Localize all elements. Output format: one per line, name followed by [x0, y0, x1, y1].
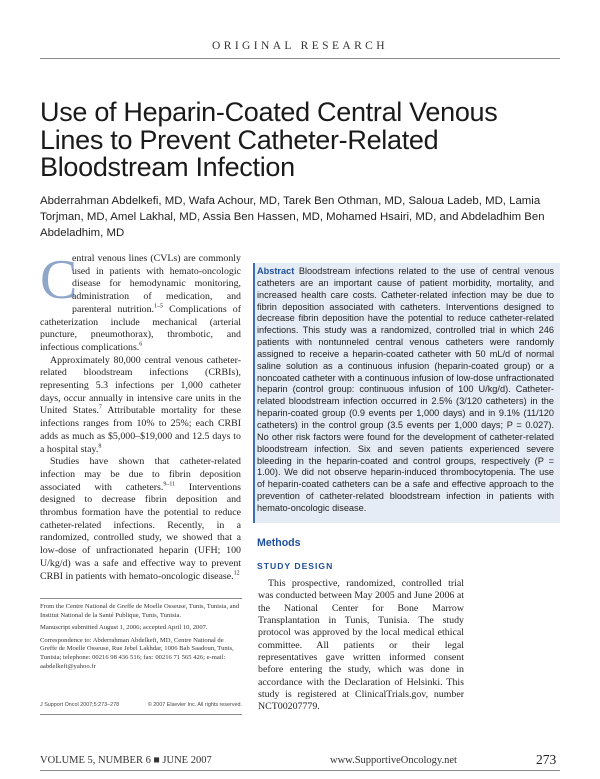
article-title: Use of Heparin-Coated Central Venous Lines to Prevent Catheter-Related Bloodstream Infection: [40, 97, 498, 182]
intro-paragraph-2: Approximately 80,000 central venous catheter-related bloodstream infections (CRBIs), representing 5.3 infections per 1,000 catheter days, occur annually in intensive care units in the United States.$^7$ Attributable mortality for these infections ranges from 10% to 25%; each CRBI adds as much as $5,000–$19,000 and 12.5 days to a hospital stay.$^8$: [40, 354, 241, 455]
affiliation-note: From the Centre National de Greffe de Moelle Osseuse, Tunis, Tunisia, and Institut National de la Santé Publique, Tunis, Tunisia.: [40, 603, 240, 619]
footnotes: [40, 603, 242, 675]
footer-url[interactable]: www.SupportiveOncology.net: [330, 755, 457, 766]
journal-citation: [40, 702, 242, 708]
methods-paragraph: This prospective, randomized, controlled trial was conducted between May 2005 and June 2006 at the National Center for Bone Marrow Transplantation in Tunis, Tunisia. The study protocol was approved by the local medical ethical committee. All patients or their legal representatives gave written informed consent before entering the study, which was done in accordance with the Declaration of Helsinki. This study is registered at ClinicalTrials.gov, number NCT00207779.: [258, 578, 464, 713]
header-rule: [40, 58, 560, 59]
abstract-body: Bloodstream infections related to the use of central venous catheters are an important cause of patient morbidity, mortality, and increased health care costs. Catheter-related infection may be due to fibrin deposition associated with catheters. Interventions designed to decrease fibrin deposition have the potential to reduce catheter-related infections. This study was a randomized, controlled trial in which 246 patients with nontunneled central venous catheters were randomly assigned to receive a heparin-coated catheter with 50 mL/d of normal saline solution as a continuous infusion (heparin-coated group) or a noncoated catheter with a continuous infusion of low-dose unfractionated heparin (control group: continuous infusion of 100 U/kg/d). Catheter-related bloodstream infection occurred in 2.5% (3/120 catheters) in the heparin-coated group (0.9 events per 1,000 days) and in 9.1% (11/120 catheters) in the control group (3.5 events per 1,000 days; P = 0.027). No other risk factors were found for the development of catheter-related bloodstream infection. Six and seven patients experienced severe bleeding in the heparin-coated and control groups, respectively (P = 1.00). We did not observe heparin-induced thrombocytopenia. The use of heparin-coated catheters can be a safe and effective approach to the prevention of catheter-related bloodstream infection in patients with hemato-oncologic disease.: [257, 266, 554, 513]
page-number: 273: [536, 752, 557, 767]
intro-paragraph-3: Studies have shown that catheter-related infection may be due to fibrin deposition associated with catheters.$^{9-11}$ Interventions designed to decrease fibrin deposition and thrombus formation have the potential to reduce catheter-related infections. Recently, in a randomized, controlled study, we showed that a low-dose of unfractionated heparin (UFH; 100 U/kg/d) was a safe and effective way to prevent CRBI in patients with hemato-oncologic disease.$^{12}$: [40, 456, 241, 582]
footnote-bottom-divider: [40, 714, 242, 715]
footer-rule: [40, 770, 560, 771]
abstract-label: Abstract: [257, 266, 295, 276]
submission-note: Manuscript submitted August 1, 2006; accepted April 10, 2007.: [40, 624, 208, 632]
section-label: ORIGINAL RESEARCH: [212, 40, 388, 52]
drop-cap-glyph: [40, 249, 78, 311]
citation-text: J Support Oncol 2007;5:273–278: [40, 702, 120, 708]
methods-heading: Methods: [257, 537, 301, 549]
svg-text:C: C: [40, 249, 78, 311]
intro-column: [40, 249, 242, 583]
footnote-divider: [40, 598, 242, 599]
study-design-heading: STUDY DESIGN: [257, 561, 334, 571]
author-list: Abderrahman Abdelkefi, MD, Wafa Achour, MD, Tarek Ben Othman, MD, Saloua Ladeb, MD, Lamia Torjman, MD, Amel Lakhal, MD, Assia Ben Hassen, MD, Mohamed Hsairi, MD, and Abdeladhim Ben Abdeladhim, MD: [40, 195, 545, 239]
drop-cap: [40, 249, 78, 311]
correspondence-note: Correspondence to: Abderrahman Abdelkefi, MD, Centre National de Greffe de Moelle Osseuse, Rue Jebel Lakhdar, 1006 Bab Saadoun, Tunis, Tunisia; telephone: 00216 98 436 516; fax: 00216 71 565 426; e-mail: aabdelkefi@yahoo.fr: [40, 636, 234, 670]
intro-paragraph-1: C entral venous lines (CVLs) are commonly used in patients with hemato-oncologic disease for hemodynamic monitoring, administration of medication, and parenteral nutrition.$^{1-5}$ Complications of catheterization include mechanical (arterial puncture, pneumothorax), thrombotic, and infectious complications.$^6$: [40, 249, 242, 353]
footer-issue: VOLUME 5, NUMBER 6 ■ JUNE 2007: [40, 755, 212, 766]
copyright-text: © 2007 Elsevier Inc. All rights reserved.: [147, 702, 242, 708]
abstract: [257, 266, 554, 515]
